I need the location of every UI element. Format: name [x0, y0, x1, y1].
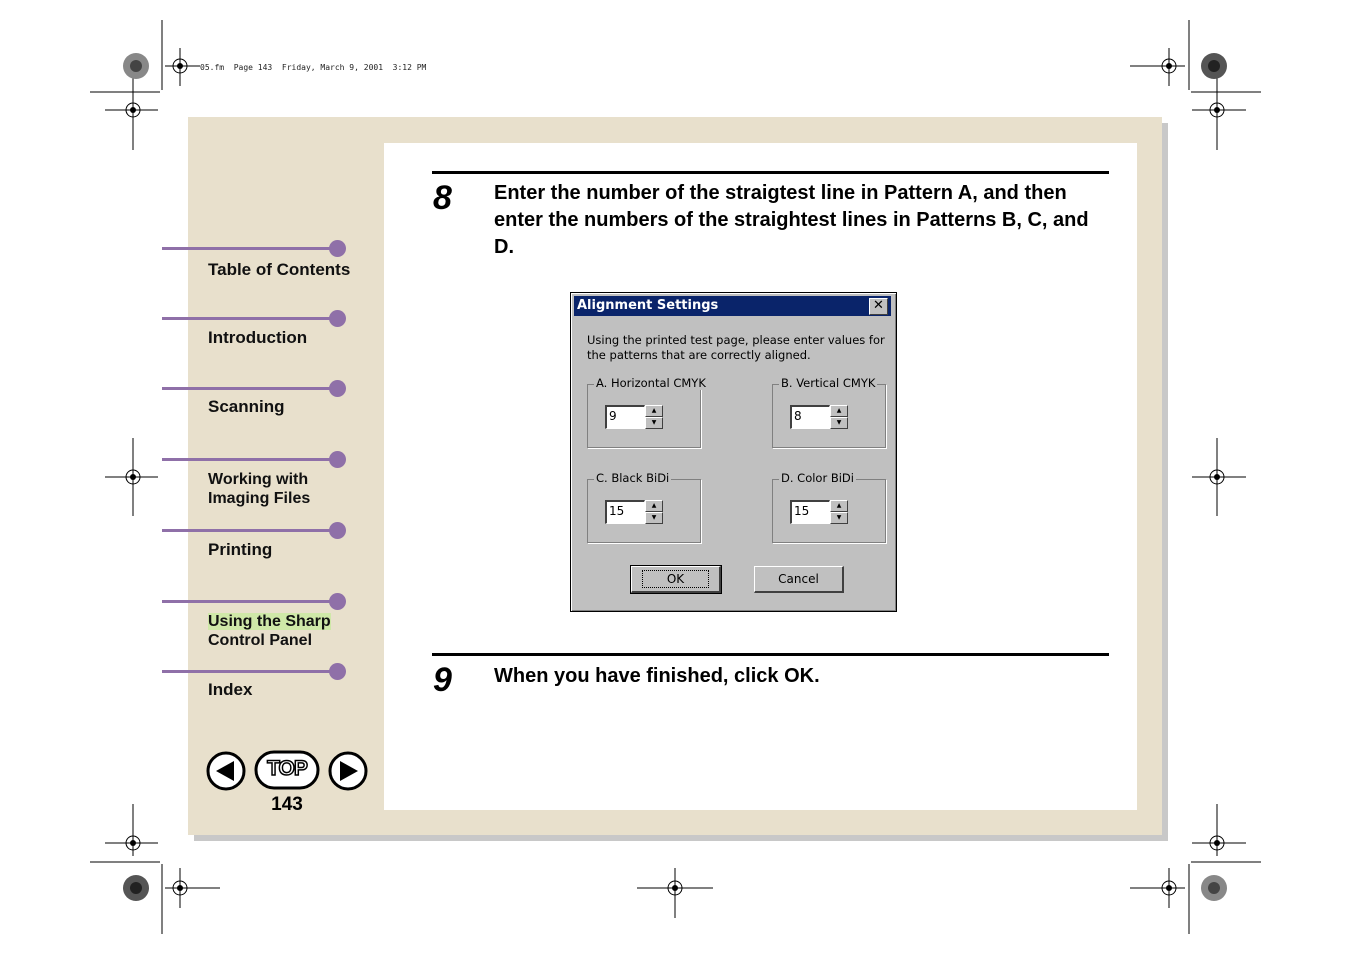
step-text: When you have finished, click OK.	[494, 665, 820, 687]
instruction-line1: Using the printed test page, please enter values for	[587, 333, 885, 347]
close-icon[interactable]: ✕	[869, 298, 888, 315]
spin-down-icon[interactable]: ▼	[645, 417, 663, 429]
nav-rule	[162, 458, 338, 461]
nav-dot	[329, 310, 346, 327]
instruction-line2: the patterns that are correctly aligned.	[587, 348, 811, 362]
nav-dot	[329, 240, 346, 257]
nav-scanning[interactable]: Scanning	[208, 397, 285, 416]
print-info: 05.fm Page 143 Friday, March 9, 2001 3:12 PM	[200, 63, 427, 72]
spin-up-icon[interactable]: ▲	[830, 500, 848, 512]
spinner-arrows	[830, 500, 848, 524]
nav-rule	[162, 387, 338, 390]
group-black-bidi	[587, 471, 701, 543]
horizontal-cmyk-input[interactable]: 9	[605, 405, 645, 429]
step-number: 8	[433, 179, 452, 217]
nav-rule	[162, 247, 338, 250]
nav-rule	[162, 529, 338, 532]
nav-printing[interactable]: Printing	[208, 540, 273, 559]
dialog-title: Alignment Settings	[577, 298, 719, 313]
black-bidi-input[interactable]: 15	[605, 500, 645, 524]
alignment-settings-dialog	[570, 292, 897, 612]
nav-introduction[interactable]: Introduction	[208, 328, 308, 347]
next-page-icon[interactable]	[327, 750, 369, 792]
spin-down-icon[interactable]: ▼	[830, 512, 848, 524]
nav-label-line1: Working with	[208, 471, 309, 488]
spinner-arrows	[830, 405, 848, 429]
group-label: B. Vertical CMYK	[781, 376, 876, 390]
nav-rule	[162, 670, 338, 673]
nav-label-line2: Control Panel	[208, 632, 313, 649]
nav-label-line1: Using the Sharp	[208, 613, 331, 630]
nav-label-line2: Imaging Files	[208, 490, 311, 507]
step-rule	[432, 653, 1109, 656]
spinner-arrows	[645, 500, 663, 524]
group-color-bidi	[772, 471, 886, 543]
nav-dot	[329, 593, 346, 610]
spin-down-icon[interactable]: ▼	[830, 417, 848, 429]
nav-table-of-contents[interactable]: Table of Contents	[208, 260, 351, 279]
spin-up-icon[interactable]: ▲	[645, 500, 663, 512]
spin-up-icon[interactable]: ▲	[645, 405, 663, 417]
step-number: 9	[433, 661, 452, 699]
top-button-label: TOP	[267, 757, 307, 780]
ok-button[interactable]	[631, 566, 721, 593]
group-horizontal-cmyk	[587, 376, 706, 448]
nav-using-the-sharp-control-panel[interactable]	[208, 612, 331, 650]
color-bidi-spinner	[790, 500, 848, 524]
cancel-button[interactable]: Cancel	[754, 566, 844, 593]
step-rule	[432, 171, 1109, 174]
group-vertical-cmyk	[772, 376, 886, 448]
nav-rule	[162, 317, 338, 320]
dialog-titlebar	[574, 296, 891, 316]
ok-button-label: OK	[642, 570, 709, 588]
spin-down-icon[interactable]: ▼	[645, 512, 663, 524]
group-label: D. Color BiDi	[781, 471, 854, 485]
top-button[interactable]	[254, 750, 320, 790]
vertical-cmyk-spinner	[790, 405, 848, 429]
spin-up-icon[interactable]: ▲	[830, 405, 848, 417]
group-label: C. Black BiDi	[596, 471, 670, 485]
nav-dot	[329, 451, 346, 468]
spinner-arrows	[645, 405, 663, 429]
nav-working-with-imaging-files[interactable]	[208, 470, 310, 508]
step-text: Enter the number of the straigtest line in Pattern A, and then enter the numbers of the straightest lines in Patterns B, C, and D.	[494, 182, 1089, 258]
horizontal-cmyk-spinner	[605, 405, 663, 429]
nav-dot	[329, 522, 346, 539]
nav-dot	[329, 663, 346, 680]
group-label: A. Horizontal CMYK	[596, 376, 706, 390]
color-bidi-input[interactable]: 15	[790, 500, 830, 524]
nav-rule	[162, 600, 338, 603]
vertical-cmyk-input[interactable]: 8	[790, 405, 830, 429]
previous-page-icon[interactable]	[205, 750, 247, 792]
dialog-instruction	[587, 333, 885, 363]
black-bidi-spinner	[605, 500, 663, 524]
page-number: 143	[271, 794, 303, 815]
nav-index[interactable]: Index	[208, 680, 253, 699]
nav-dot	[329, 380, 346, 397]
